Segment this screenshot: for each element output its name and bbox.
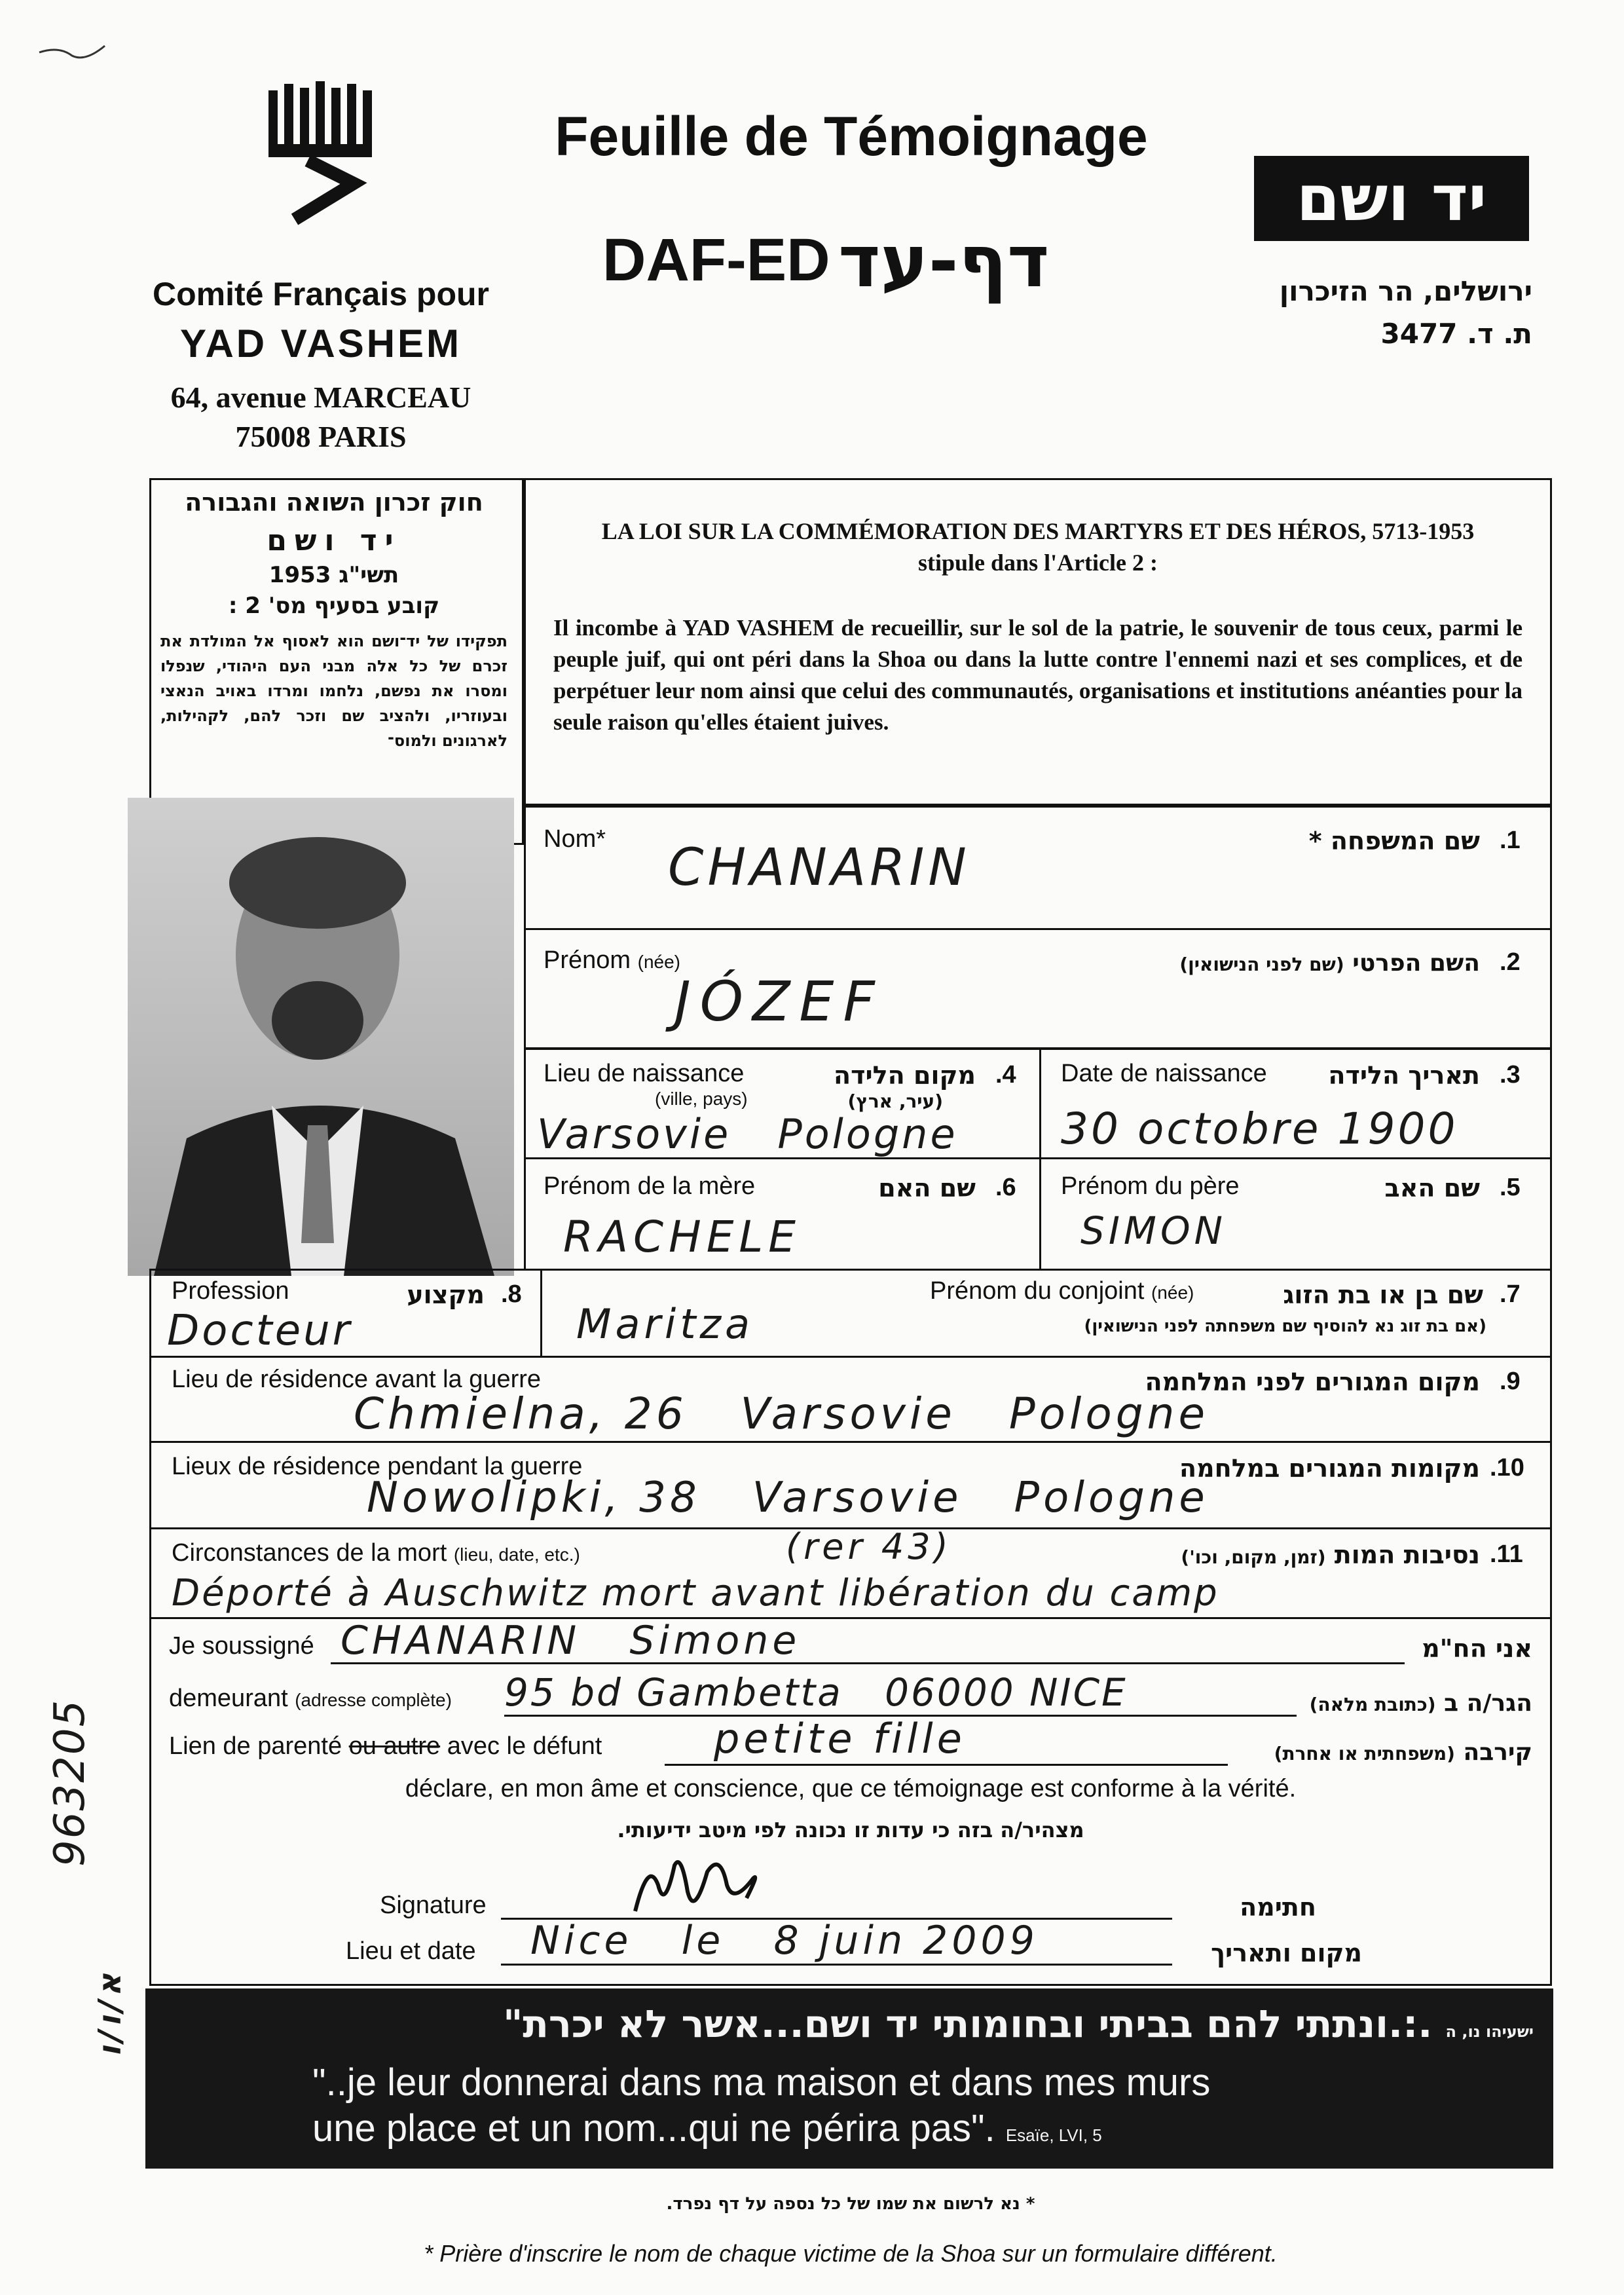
parente-value[interactable]: petite fille — [714, 1715, 966, 1763]
residence-avant-num: .9 — [1500, 1368, 1521, 1395]
banner-ref: Esaïe, LVI, 5 — [1005, 2125, 1102, 2145]
parente-label-b: avec le défunt — [447, 1732, 602, 1760]
lieu-naissance-value[interactable]: Varsovie Pologne — [537, 1110, 958, 1158]
parente-label-a: Lien de parenté — [169, 1732, 342, 1760]
profession-label: Profession — [172, 1277, 289, 1305]
conjoint-hebrew: שם בן או בת הזוג — [1283, 1280, 1483, 1309]
menorah-logo — [255, 79, 386, 229]
committee-line2: YAD VASHEM — [179, 322, 462, 365]
parente-hebrew — [1238, 1739, 1532, 1766]
parente-label — [169, 1732, 602, 1761]
lieu-naissance-hebrew-small: (עיר, ארץ) — [847, 1091, 943, 1112]
law-hebrew-article: קובע בסעיף מס' 2 : — [228, 593, 440, 619]
prenom-label — [544, 946, 680, 975]
pere-hebrew: שם האב — [1384, 1174, 1480, 1203]
mort-hebrew — [1113, 1540, 1480, 1569]
conjoint-label — [930, 1277, 1194, 1305]
law-hebrew-title: חוק זכרון השואה והגבורה — [185, 488, 483, 517]
mort-value[interactable]: Déporté à Auschwitz mort avant libération du camp — [172, 1572, 1219, 1614]
profession-hebrew: מקצוע — [407, 1280, 485, 1309]
prenom-hebrew-small: (שם לפני הנישואין) — [1179, 954, 1344, 975]
banner-line2-text: une place et un nom...qui ne périra pas". — [312, 2107, 995, 2150]
date-naissance-num: .3 — [1500, 1061, 1521, 1089]
demeurant-hebrew-small: (כתובת מלאה) — [1309, 1694, 1436, 1715]
law-hebrew-name: יד ושם — [267, 524, 401, 557]
address-line2: 75008 PARIS — [235, 420, 407, 453]
signature-label: Signature — [380, 1892, 487, 1919]
lieu-naissance-small: (ville, pays) — [655, 1089, 748, 1109]
statement-hebrew: מצהיר/ה בזה כי עדות זו נכונה לפי מיטב ידיעותי. — [617, 1818, 1084, 1842]
residence-pendant-label: Lieux de résidence pendant la guerre — [172, 1453, 583, 1480]
soussigne-label: Je soussigné — [169, 1632, 314, 1660]
page-title: Feuille de Témoignage — [555, 105, 1148, 167]
yad-vashem-logo — [1254, 156, 1529, 241]
nom-hebrew — [1113, 827, 1480, 855]
soussigne-hebrew: אני הח"מ — [1422, 1634, 1532, 1663]
lieu-date-hebrew: מקום ותאריך — [1211, 1939, 1362, 1968]
lieu-date-value[interactable]: Nice le 8 juin 2009 — [530, 1918, 1039, 1964]
banner-hebrew-ref: ישעיהו נו, ה — [1445, 2023, 1534, 2041]
residence-pendant-num: .10 — [1490, 1454, 1524, 1482]
banner-line2 — [312, 2106, 1102, 2150]
profession-num: .8 — [501, 1280, 522, 1308]
residence-avant-value[interactable]: Chmielna, 26 Varsovie Pologne — [354, 1389, 1209, 1439]
banner-hebrew — [434, 2002, 1534, 2046]
address-line1: 64, avenue MARCEAU — [170, 381, 471, 414]
margin-code: א/ו/ו — [92, 1969, 128, 2057]
banner-hebrew-text: .:.ונתתי להם בביתי ובחומותי יד ושם...אשר לא יכרת" — [503, 2002, 1433, 2046]
corner-scribble — [33, 33, 111, 72]
date-naissance-hebrew: תאריך הלידה — [1328, 1061, 1480, 1090]
right-hebrew-line1: ירושלים, הר הזיכרון — [1279, 275, 1532, 307]
mort-label-text: Circonstances de la mort — [172, 1539, 447, 1567]
prenom-value[interactable]: JÓZEF — [674, 969, 884, 1034]
signature-hebrew: חתימה — [1240, 1893, 1316, 1922]
parente-hebrew-small: (משפחתית או אחרת) — [1274, 1743, 1455, 1764]
lieu-naissance-hebrew: מקום הלידה — [834, 1061, 976, 1090]
pere-label: Prénom du père — [1061, 1172, 1240, 1200]
committee-line1: Comité Français pour — [153, 276, 489, 312]
profession-value[interactable]: Docteur — [167, 1307, 352, 1355]
prenom-hebrew — [982, 950, 1480, 977]
conjoint-label-small: (née) — [1151, 1282, 1194, 1303]
conjoint-value[interactable]: Maritza — [576, 1300, 754, 1348]
demeurant-value[interactable]: 95 bd Gambetta 06000 NICE — [504, 1670, 1128, 1715]
mere-hebrew: שם האם — [878, 1174, 976, 1203]
mort-label-small: (lieu, date, etc.) — [453, 1544, 580, 1565]
mort-hebrew-small: (זמן, מקום, וכו') — [1181, 1546, 1326, 1568]
law-title: LA LOI SUR LA COMMÉMORATION DES MARTYRS ET DES HÉROS, 5713-1953 — [601, 518, 1475, 544]
demeurant-label — [169, 1685, 452, 1713]
demeurant-hebrew — [1303, 1690, 1532, 1717]
residence-pendant-hebrew: מקומות המגורים במלחמה — [1179, 1454, 1480, 1483]
lieu-naissance-num: .4 — [995, 1061, 1016, 1089]
prenom-num: .2 — [1500, 948, 1521, 976]
law-text: Il incombe à YAD VASHEM de recueillir, sur le sol de la patrie, le souvenir de tous ceux, parmi le peuple juif, qui ont péri dans la Shoa ou dans la lutte contre l'ennemi nazi et ses complices, et de perpétuer leur nom ainsi que celui des communautés, organisations et institutions anéanties pour la seule raison qu'elles étaient juives. — [553, 615, 1522, 735]
scribble-icon — [33, 33, 111, 72]
mort-hebrew-text: נסיבות המות — [1334, 1540, 1480, 1569]
lieu-naissance-label: Lieu de naissance — [544, 1060, 745, 1087]
soussigne-value[interactable]: CHANARIN Simone — [341, 1618, 801, 1664]
prenom-label-small: (née) — [637, 952, 680, 972]
nom-label: Nom* — [544, 825, 606, 853]
parente-hebrew-text: קירבה — [1463, 1739, 1532, 1766]
demeurant-label-text: demeurant — [169, 1685, 288, 1712]
mort-note: (rer 43) — [786, 1526, 952, 1567]
law-hebrew-year: תשי"ג 1953 — [268, 562, 399, 588]
date-naissance-value[interactable]: 30 octobre 1900 — [1061, 1104, 1458, 1154]
menorah-icon — [255, 79, 386, 229]
nom-hebrew-text: שם המשפחה * — [1308, 827, 1480, 855]
prenom-label-text: Prénom — [544, 946, 631, 974]
statement: déclare, en mon âme et conscience, que ce témoignage est conforme à la vérité. — [405, 1775, 1297, 1802]
footer-hebrew-note: * נא לרשום את שמו של כל נספה על דף נפרד. — [666, 2194, 1035, 2214]
quote-banner — [145, 1988, 1553, 2169]
daf-ed-label: DAF-ED — [602, 227, 830, 293]
conjoint-num: .7 — [1500, 1280, 1521, 1308]
demeurant-hebrew-text: הגר/ה ב — [1444, 1690, 1532, 1717]
lieu-date-label: Lieu et date — [346, 1937, 476, 1965]
demeurant-label-small: (adresse complète) — [295, 1690, 452, 1710]
mort-label — [172, 1539, 580, 1567]
portrait-icon — [128, 798, 514, 1276]
residence-avant-hebrew: מקום המגורים לפני המלחמה — [1145, 1368, 1480, 1396]
daf-ed-hebrew: דף-עד — [838, 219, 1050, 303]
parente-struck: ou autre — [348, 1732, 441, 1760]
pere-num: .5 — [1500, 1174, 1521, 1201]
logo-hebrew: יד ושם — [1296, 162, 1487, 235]
signature-mark[interactable] — [629, 1846, 773, 1924]
mere-num: .6 — [995, 1174, 1016, 1201]
conjoint-label-text: Prénom du conjoint — [930, 1277, 1145, 1305]
mere-value[interactable]: RACHELE — [563, 1212, 801, 1262]
mere-label: Prénom de la mère — [544, 1172, 756, 1200]
mort-num: .11 — [1490, 1540, 1523, 1568]
nom-value[interactable]: CHANARIN — [668, 838, 970, 897]
banner-line1: "..je leur donnerai dans ma maison et dans mes murs — [312, 2061, 1211, 2104]
victim-photo — [128, 798, 514, 1276]
residence-pendant-value[interactable]: Nowolipki, 38 Varsovie Pologne — [367, 1474, 1209, 1522]
signature-icon — [629, 1846, 773, 1924]
conjoint-hebrew-small: (אם בת זוג נא להוסיף שם משפחתה לפני הנישואין) — [1084, 1316, 1486, 1336]
signature-line — [501, 1886, 1172, 1920]
footer-note: * Prière d'inscrire le nom de chaque victime de la Shoa sur un formulaire différent. — [424, 2240, 1278, 2267]
right-hebrew-line2: ת. ד. 3477 — [1380, 318, 1532, 350]
nom-num: .1 — [1500, 827, 1521, 854]
prenom-hebrew-text: השם הפרטי — [1352, 950, 1480, 977]
date-naissance-label: Date de naissance — [1061, 1060, 1267, 1087]
law-hebrew-text: תפקידו של יד־ושם הוא לאסוף אל המולדת את זכרם של כל אלה מבני העם היהודי, שנפלו ומסרו את נפשם, נלחמו ומרדו באויב הנאצי ובעוזריו, ולהציב שם וזכר להם, לקהילות, לארגונים ולמוס־ — [160, 632, 507, 750]
margin-number: 963205 — [46, 1698, 94, 1867]
pere-value[interactable]: SIMON — [1080, 1208, 1227, 1253]
residence-avant-label: Lieu de résidence avant la guerre — [172, 1366, 542, 1393]
law-subtitle: stipule dans l'Article 2 : — [918, 550, 1158, 576]
